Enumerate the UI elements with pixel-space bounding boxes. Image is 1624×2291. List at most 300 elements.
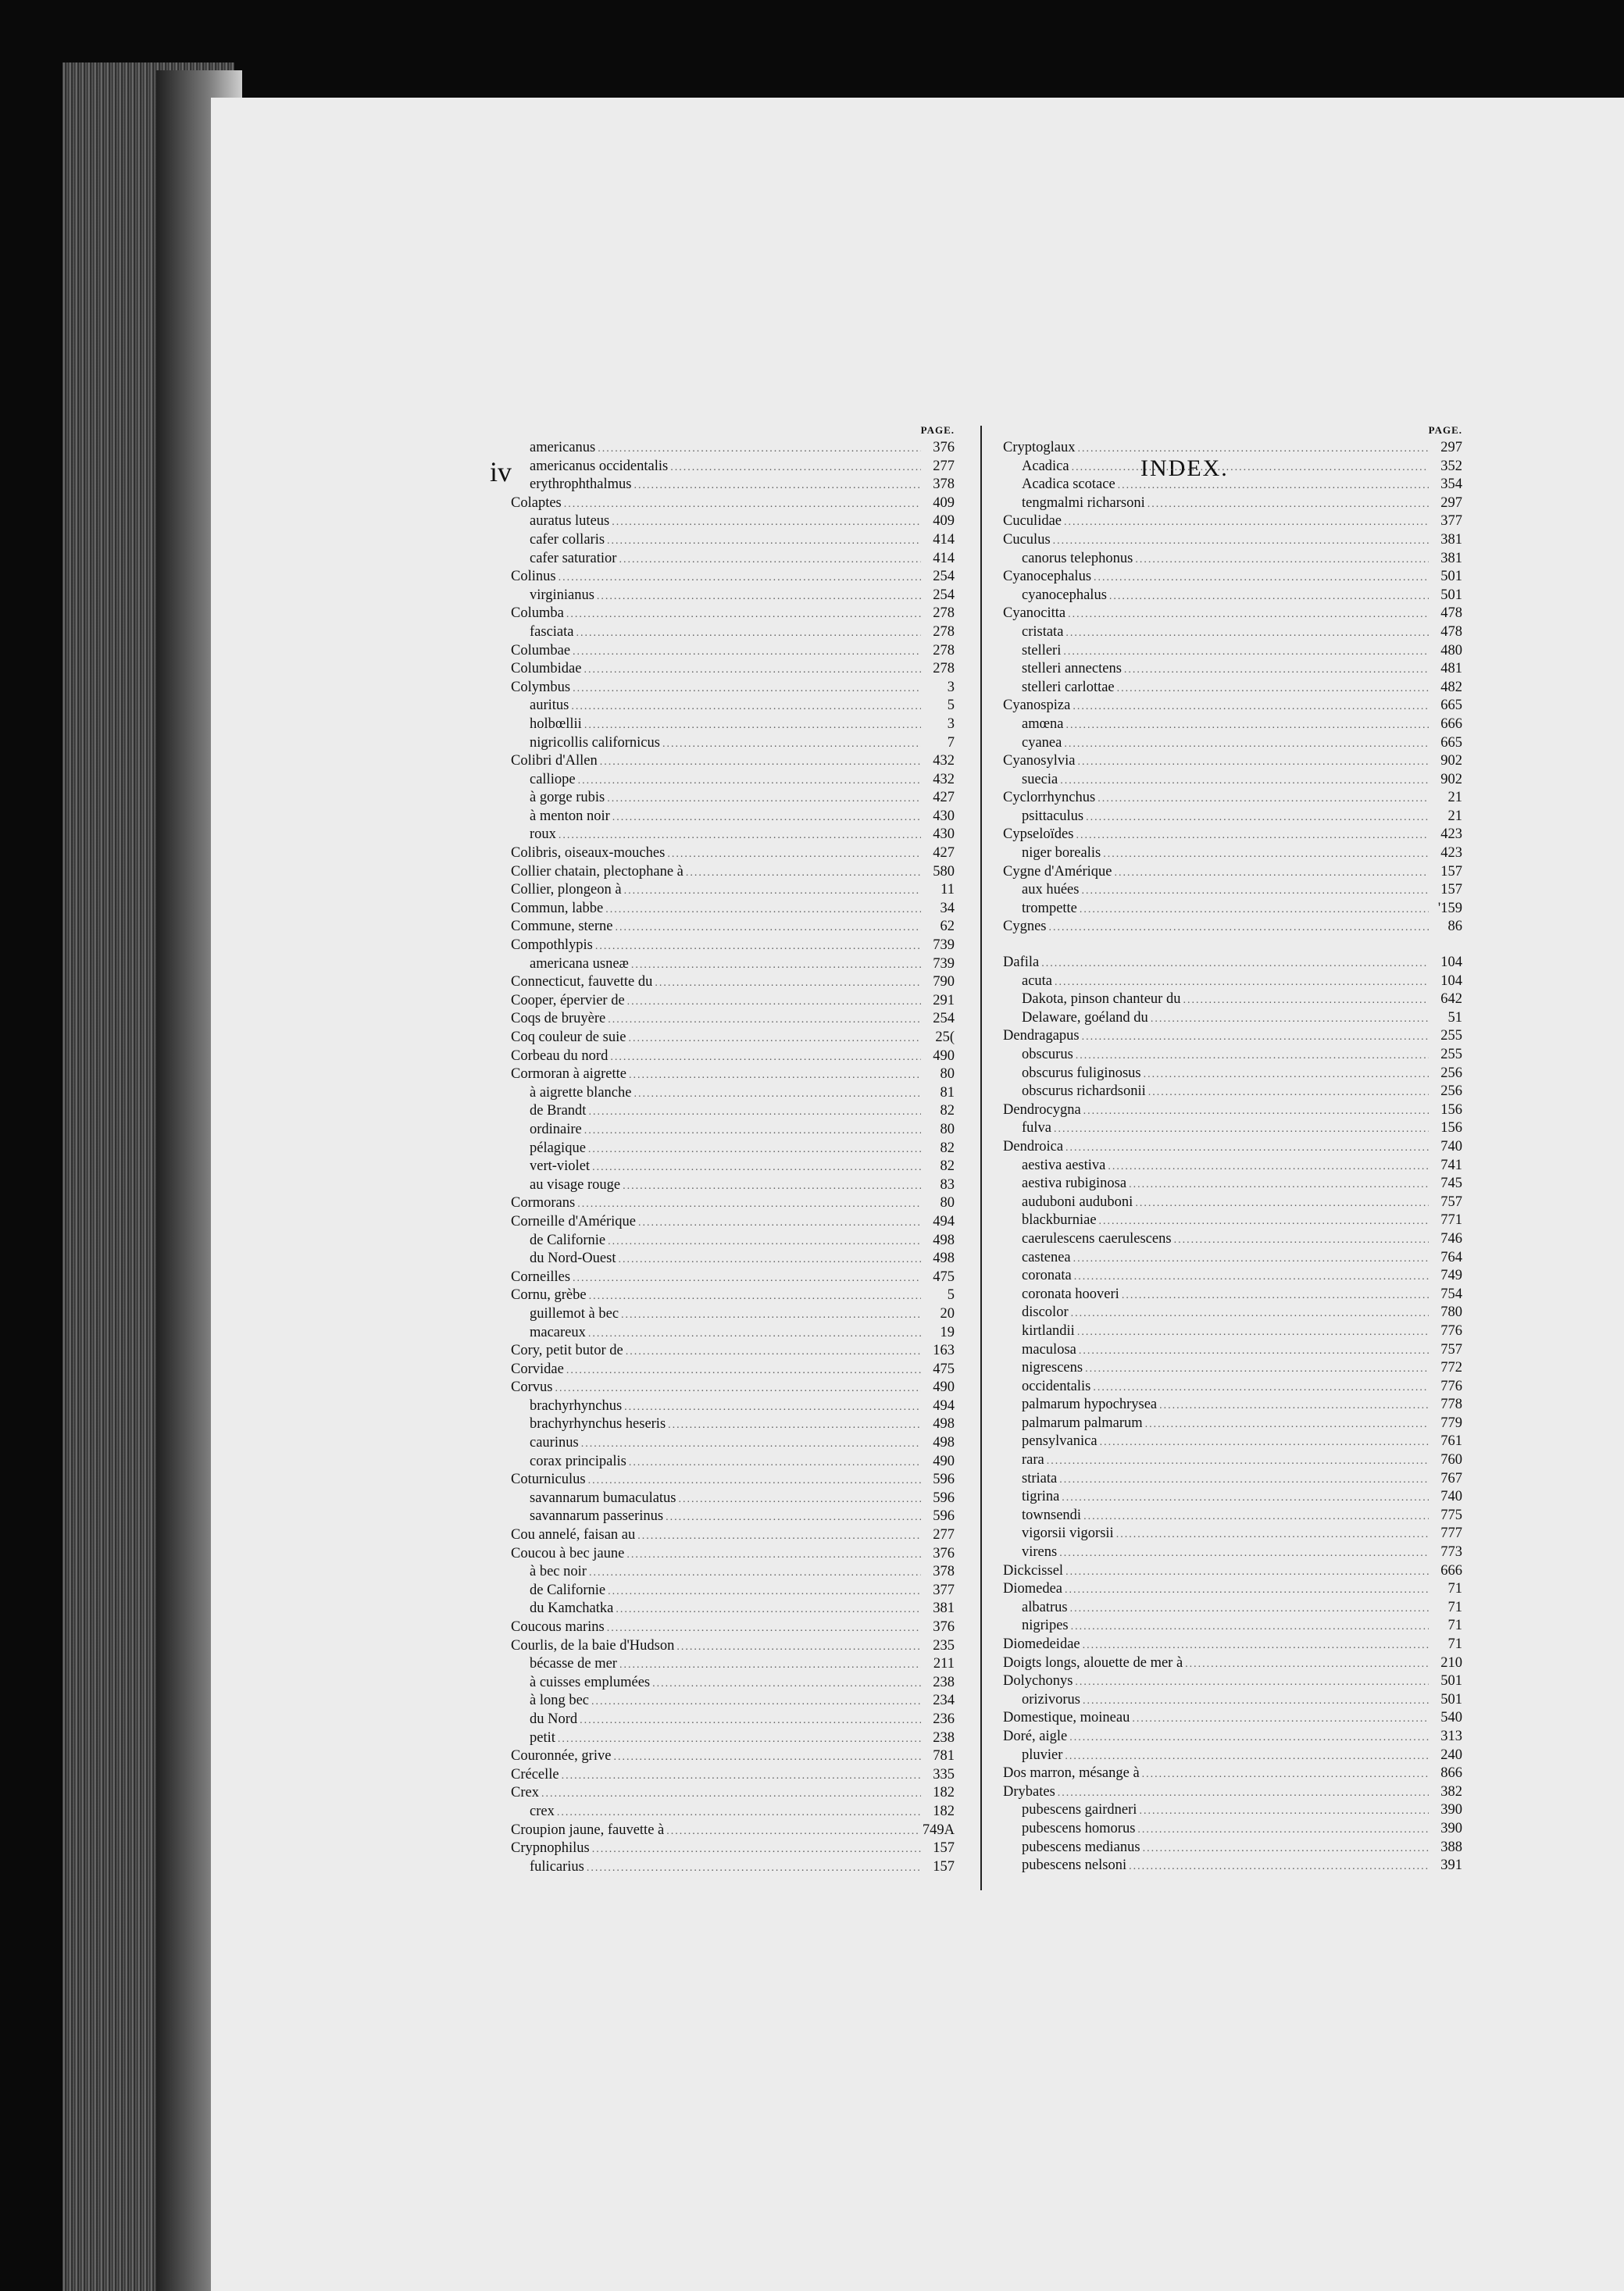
index-entry — [1000, 1654, 1462, 1673]
index-entry-page: 739 — [933, 937, 955, 954]
index-entry-page: 238 — [933, 1729, 955, 1746]
dot-leader — [557, 1804, 921, 1822]
index-entry-page: 391 — [1440, 1857, 1462, 1874]
index-entry-term: virginianus — [530, 587, 594, 603]
index-entry-page: 749 — [1440, 1268, 1462, 1284]
index-entry-page: 776 — [1440, 1378, 1462, 1394]
index-entry-term: Connecticut, fauvette du — [511, 974, 653, 990]
index-entry-term: du Nord-Ouest — [530, 1251, 616, 1267]
index-entry — [1000, 623, 1462, 642]
index-entry-term: Dolychonys — [1003, 1673, 1073, 1690]
index-entry-page: 475 — [933, 1269, 955, 1285]
index-entry-term: virens — [1022, 1544, 1058, 1561]
index-entry — [1000, 568, 1462, 587]
dot-leader — [1053, 532, 1429, 550]
index-entry-page: 596 — [933, 1472, 955, 1488]
dot-leader — [1059, 1471, 1429, 1489]
page-column-label: PAGE. — [1428, 424, 1462, 436]
index-entry-term: petit — [530, 1729, 555, 1746]
index-entry-page: 754 — [1440, 1286, 1462, 1302]
index-entry — [1000, 1470, 1462, 1489]
index-entry-page: 501 — [1440, 1691, 1462, 1708]
index-entry-page: 501 — [1440, 569, 1462, 585]
dot-leader — [616, 1600, 921, 1618]
index-entry-term: Coucou à bec jaune — [511, 1545, 625, 1561]
index-entry-term: Acadica scotace — [1022, 476, 1115, 493]
index-entry-term: à aigrette blanche — [530, 1084, 632, 1101]
dot-leader — [1082, 1028, 1429, 1046]
index-entry — [1000, 918, 1462, 937]
index-entry-page: 376 — [933, 1619, 955, 1635]
index-entry — [508, 1213, 955, 1232]
index-entry-page: 5 — [947, 698, 955, 714]
dot-leader — [1070, 1600, 1429, 1618]
index-entry-term: fulicarius — [530, 1858, 584, 1875]
index-entry-page: 277 — [933, 458, 955, 474]
column-divider — [980, 426, 982, 1890]
index-entry — [1000, 881, 1462, 900]
dot-leader — [686, 864, 921, 882]
index-entry — [1000, 900, 1462, 919]
index-entry — [508, 1784, 955, 1803]
index-entry-page: 71 — [1447, 1618, 1462, 1634]
index-entry — [1000, 1009, 1462, 1028]
dot-leader — [1065, 1581, 1429, 1599]
index-entry-term: albatrus — [1022, 1599, 1068, 1615]
index-entry — [1000, 1286, 1462, 1304]
index-entry — [1000, 1783, 1462, 1802]
index-entry-term: Couronnée, grive — [511, 1748, 612, 1765]
dot-leader — [1055, 973, 1429, 991]
index-entry — [1000, 476, 1462, 494]
dot-leader — [1065, 1139, 1429, 1157]
index-entry — [508, 660, 955, 679]
index-entry-page: 80 — [940, 1121, 955, 1137]
index-entry — [1000, 550, 1462, 569]
dot-leader — [629, 1454, 921, 1472]
index-entry-term: Coq couleur de suie — [511, 1030, 626, 1045]
index-entry — [508, 752, 955, 771]
index-entry-page: 501 — [1440, 1673, 1462, 1690]
dot-leader — [581, 1435, 921, 1453]
index-entry — [508, 512, 955, 531]
index-entry-page: 21 — [1447, 790, 1462, 806]
index-entry-page: 665 — [1440, 698, 1462, 714]
index-entry — [1000, 1599, 1462, 1618]
dot-leader — [541, 1785, 921, 1803]
index-entry-page: 297 — [1440, 494, 1462, 511]
index-entry-page: 82 — [940, 1158, 955, 1175]
dot-leader — [1078, 753, 1429, 771]
index-entry — [1000, 1562, 1462, 1581]
index-entry-term: Drybates — [1003, 1783, 1055, 1800]
dot-leader — [1073, 1250, 1429, 1268]
dot-leader — [607, 790, 921, 808]
index-entry-page: 104 — [1440, 972, 1462, 989]
index-entry-term: Collier, plongeon à — [511, 882, 622, 898]
dot-leader — [1049, 919, 1429, 937]
index-entry-term: Croupion jaune, fauvette à — [511, 1822, 665, 1838]
dot-leader — [573, 680, 921, 698]
index-entry — [1000, 990, 1462, 1009]
index-entry-page: 773 — [1440, 1544, 1462, 1561]
index-entry — [508, 1065, 955, 1084]
index-column-left — [508, 422, 955, 1876]
index-entry-term: niger borealis — [1022, 845, 1101, 862]
page-folio: iv — [490, 456, 512, 487]
dot-leader — [627, 993, 921, 1011]
index-entry-term: canorus telephonus — [1022, 550, 1133, 566]
dot-leader — [600, 753, 921, 771]
dot-leader — [1069, 1729, 1429, 1747]
index-entry-term: blackburniae — [1022, 1212, 1097, 1229]
index-entry — [1000, 1046, 1462, 1065]
index-entry-page: 414 — [933, 531, 955, 548]
index-entry — [1000, 1341, 1462, 1360]
dot-leader — [1060, 772, 1429, 790]
index-entry-term: de Californie — [530, 1582, 606, 1598]
dot-leader — [571, 698, 921, 715]
dot-leader — [1118, 476, 1429, 494]
index-entry-page: 240 — [1440, 1747, 1462, 1763]
dot-leader — [562, 1767, 921, 1785]
dot-leader — [631, 956, 921, 974]
index-entry-page: 11 — [940, 882, 955, 898]
index-entry-page: 236 — [933, 1711, 955, 1727]
index-entry-page: 352 — [1440, 458, 1462, 474]
index-entry — [508, 771, 955, 790]
dot-leader — [1072, 459, 1429, 476]
index-entry — [1000, 1194, 1462, 1212]
index-entry-page: 254 — [933, 569, 955, 585]
index-entry — [508, 955, 955, 974]
index-entry-term: Cyanosylvia — [1003, 753, 1076, 769]
index-entry-page: 20 — [940, 1305, 955, 1322]
index-entry — [508, 1342, 955, 1361]
index-entry-page: 235 — [933, 1637, 955, 1654]
dot-leader — [1074, 1268, 1429, 1286]
dot-leader — [1143, 1840, 1429, 1857]
index-entry — [508, 1637, 955, 1656]
dot-leader — [608, 1011, 921, 1029]
index-entry-page: 104 — [1440, 955, 1462, 971]
index-entry-term: aux huées — [1022, 882, 1080, 898]
index-entry-term: pélagique — [530, 1140, 586, 1156]
index-entry-term: pubescens nelsoni — [1022, 1857, 1127, 1874]
index-entry-term: Commun, labbe — [511, 900, 604, 916]
dot-leader — [1099, 1212, 1429, 1230]
index-entry-term: Coucous marins — [511, 1619, 605, 1635]
index-entry — [1000, 1636, 1462, 1654]
dot-leader — [1075, 1673, 1429, 1691]
index-entry — [1000, 1083, 1462, 1101]
dot-leader — [624, 882, 921, 900]
index-entry — [1000, 863, 1462, 882]
index-entry — [1000, 1691, 1462, 1710]
index-entry — [508, 1084, 955, 1103]
index-entry — [1000, 587, 1462, 605]
index-entry-page: 7 — [947, 734, 955, 751]
index-entry-page: 354 — [1440, 476, 1462, 493]
dot-leader — [666, 1822, 920, 1840]
index-entry-term: Cygne d'Amérique — [1003, 863, 1112, 880]
index-entry — [1000, 531, 1462, 550]
index-entry-page: 5 — [947, 1287, 955, 1304]
index-entry-page: 335 — [933, 1766, 955, 1782]
dot-leader — [1139, 1802, 1429, 1820]
index-entry — [1000, 1709, 1462, 1728]
dot-leader — [1083, 1508, 1429, 1526]
index-entry-term: Dakota, pinson chanteur du — [1022, 991, 1181, 1008]
index-entry — [508, 1140, 955, 1158]
index-entry-term: Corvus — [511, 1379, 553, 1396]
index-entry-term: rara — [1022, 1452, 1044, 1468]
index-entry — [1000, 458, 1462, 476]
index-entry — [1000, 1580, 1462, 1599]
index-entry-term: pluvier — [1022, 1747, 1063, 1763]
index-entry — [508, 642, 955, 661]
index-entry-term: obscurus — [1022, 1047, 1073, 1062]
index-entry-term: cafer collaris — [530, 531, 605, 548]
index-entry-page: 3 — [947, 679, 955, 695]
dot-leader — [580, 1711, 921, 1729]
index-entry — [1000, 1728, 1462, 1747]
index-entry — [508, 494, 955, 513]
index-entry-term: Dickcissel — [1003, 1562, 1064, 1579]
dot-leader — [1086, 808, 1429, 826]
index-entry — [1000, 660, 1462, 679]
dot-leader — [666, 1508, 921, 1526]
index-entry — [1000, 439, 1462, 458]
index-entry-page: 749A — [922, 1822, 955, 1838]
index-entry — [508, 568, 955, 587]
index-entry-term: aestiva rubiginosa — [1022, 1176, 1127, 1192]
index-entry — [1000, 1415, 1462, 1433]
index-entry — [508, 1453, 955, 1472]
index-entry — [1000, 1157, 1462, 1176]
index-entry — [508, 1526, 955, 1545]
index-entry — [508, 1747, 955, 1766]
index-entry-page: 25( — [935, 1030, 955, 1045]
index-entry-page: 866 — [1440, 1765, 1462, 1782]
index-entry-page: 665 — [1440, 734, 1462, 751]
dot-leader — [1065, 1747, 1429, 1765]
index-entry — [508, 550, 955, 569]
index-entry-term: striata — [1022, 1470, 1058, 1486]
dot-leader — [1093, 1379, 1429, 1397]
index-entry — [508, 1305, 955, 1324]
dot-leader — [612, 808, 921, 826]
dot-leader — [634, 476, 921, 494]
dot-leader — [598, 440, 921, 458]
dot-leader — [588, 1472, 921, 1490]
index-entry-term: Dos marron, mésange à — [1003, 1765, 1140, 1782]
dot-leader — [1065, 1563, 1429, 1581]
dot-leader — [584, 716, 921, 734]
index-entry — [508, 1471, 955, 1490]
index-entry — [1000, 1359, 1462, 1378]
index-entry-term: brachyrhynchus — [530, 1397, 623, 1414]
index-entry-term: Diomedeidae — [1003, 1636, 1080, 1652]
index-entry — [508, 789, 955, 808]
dot-leader — [566, 605, 921, 623]
index-entry-term: cyanocephalus — [1022, 587, 1107, 603]
index-entry-page: 432 — [933, 753, 955, 769]
dot-leader — [1108, 1158, 1429, 1176]
index-entry-term: suecia — [1022, 771, 1058, 787]
index-entry — [1000, 679, 1462, 698]
index-entry-term: stelleri carlottae — [1022, 679, 1115, 695]
dot-leader — [559, 569, 921, 587]
index-entry-page: 255 — [1440, 1047, 1462, 1062]
index-entry — [508, 1822, 955, 1840]
index-entry-term: savannarum bumaculatus — [530, 1490, 676, 1506]
index-entry-term: obscurus fuliginosus — [1022, 1065, 1141, 1081]
index-entry-term: castenea — [1022, 1249, 1071, 1265]
index-entry — [508, 1121, 955, 1140]
index-entry-term: Domestique, moineau — [1003, 1710, 1130, 1726]
index-entry — [508, 1729, 955, 1748]
index-entry-term: vigorsii vigorsii — [1022, 1526, 1114, 1542]
index-entry — [1000, 1378, 1462, 1397]
index-entry-term: Courlis, de la baie d'Hudson — [511, 1637, 675, 1654]
index-entry-term: nigripes — [1022, 1618, 1069, 1634]
dot-leader — [592, 1158, 921, 1176]
index-entry-term: pensylvanica — [1022, 1433, 1098, 1450]
index-entry — [508, 881, 955, 900]
dot-leader — [610, 1048, 921, 1066]
dot-leader — [1122, 1286, 1429, 1304]
index-entry-page: 478 — [1440, 623, 1462, 640]
index-entry-page: 498 — [933, 1251, 955, 1267]
index-entry-term: Coqs de bruyère — [511, 1011, 606, 1027]
index-entry — [1000, 972, 1462, 991]
index-entry-term: fulva — [1022, 1120, 1052, 1137]
dot-leader — [588, 1103, 921, 1121]
index-entry-page: 254 — [933, 587, 955, 603]
index-entry — [508, 476, 955, 494]
index-entry-term: Columba — [511, 605, 564, 622]
index-entry-page: 430 — [933, 808, 955, 824]
index-entry-term: Cormorans — [511, 1195, 576, 1212]
index-entry-page: 82 — [940, 1103, 955, 1119]
dot-leader — [1071, 1618, 1429, 1636]
index-entry-term: auratus luteus — [530, 513, 610, 530]
dot-leader — [1079, 1342, 1429, 1360]
index-entry-page: 182 — [933, 1803, 955, 1819]
index-entry-page: 761 — [1440, 1433, 1462, 1450]
index-entry-term: Diomedea — [1003, 1581, 1063, 1597]
index-entry-term: Cormoran à aigrette — [511, 1066, 626, 1083]
index-entry — [508, 808, 955, 826]
index-entry — [508, 439, 955, 458]
index-column-right — [1000, 422, 1462, 1875]
index-entry-term: coronata — [1022, 1268, 1072, 1284]
page-title: INDEX. — [1140, 455, 1229, 481]
index-entry-page: 414 — [933, 550, 955, 566]
index-entry-page: 388 — [1440, 1839, 1462, 1855]
index-entry-page: 157 — [933, 1840, 955, 1857]
index-entry-term: Compothlypis — [511, 937, 593, 954]
index-entry-term: acuta — [1022, 972, 1053, 989]
index-entry-page: 390 — [1440, 1802, 1462, 1818]
index-entry-term: Cyanocitta — [1003, 605, 1066, 622]
index-entry — [508, 1858, 955, 1877]
index-entry-page: 409 — [933, 513, 955, 530]
dot-leader — [624, 1398, 921, 1416]
index-entry — [1000, 1451, 1462, 1470]
dot-leader — [1068, 605, 1429, 623]
index-entry-page: 430 — [933, 826, 955, 843]
dot-leader — [588, 1140, 921, 1158]
index-entry-page: 256 — [1440, 1065, 1462, 1081]
index-entry — [1000, 1230, 1462, 1249]
dot-leader — [591, 1693, 921, 1711]
index-entry — [508, 1250, 955, 1269]
dot-leader — [1071, 1304, 1429, 1322]
index-entry-page: 498 — [933, 1232, 955, 1248]
index-entry-term: tigrina — [1022, 1489, 1060, 1505]
index-entry-term: Crécelle — [511, 1766, 559, 1782]
index-entry-page: 777 — [1440, 1526, 1462, 1542]
dot-leader — [1083, 1692, 1429, 1710]
dot-leader — [1185, 1655, 1429, 1673]
index-entry-term: townsendi — [1022, 1507, 1082, 1523]
dot-leader — [1077, 1323, 1429, 1341]
index-entry-page: 21 — [1447, 808, 1462, 824]
dot-leader — [1054, 1120, 1429, 1138]
index-entry — [508, 863, 955, 882]
dot-leader — [1073, 698, 1429, 715]
dot-leader — [634, 1085, 921, 1103]
index-entry-term: Doigts longs, alouette de mer à — [1003, 1654, 1183, 1671]
index-entry — [508, 826, 955, 844]
dot-leader — [1129, 1176, 1429, 1194]
index-entry-term: Crex — [511, 1785, 539, 1801]
index-entry-page: 540 — [1440, 1710, 1462, 1726]
index-entry-page: 745 — [1440, 1176, 1462, 1192]
index-entry — [1000, 1101, 1462, 1120]
index-entry-page: 779 — [1440, 1415, 1462, 1431]
dot-leader — [637, 1527, 921, 1545]
index-entry-term: trompette — [1022, 900, 1077, 916]
index-entry-term: Colymbus — [511, 679, 571, 695]
dot-leader — [1064, 735, 1429, 753]
index-entry — [1000, 494, 1462, 513]
index-entry-page: 378 — [933, 476, 955, 493]
dot-leader — [1124, 661, 1429, 679]
dot-leader — [1078, 440, 1429, 458]
index-entry-page: 376 — [933, 440, 955, 455]
index-entry — [1000, 771, 1462, 790]
dot-leader — [613, 1748, 921, 1766]
index-entry-page: 775 — [1440, 1507, 1462, 1523]
index-entry-term: corax principalis — [530, 1453, 626, 1469]
dot-leader — [605, 901, 921, 919]
dot-leader — [616, 919, 921, 937]
index-entry — [1000, 1433, 1462, 1451]
index-entry-page: 62 — [940, 919, 955, 935]
dot-leader — [1047, 1452, 1429, 1470]
index-entry-term: pubescens homorus — [1022, 1820, 1136, 1836]
index-entry-term: holbœllii — [530, 715, 582, 732]
index-entry-page: 3 — [947, 715, 955, 732]
index-entry-page: 291 — [933, 992, 955, 1008]
dot-leader — [623, 1177, 921, 1195]
index-entry-page: 51 — [1447, 1009, 1462, 1026]
index-entry-page: 481 — [1440, 661, 1462, 677]
index-entry-page: 156 — [1440, 1101, 1462, 1118]
